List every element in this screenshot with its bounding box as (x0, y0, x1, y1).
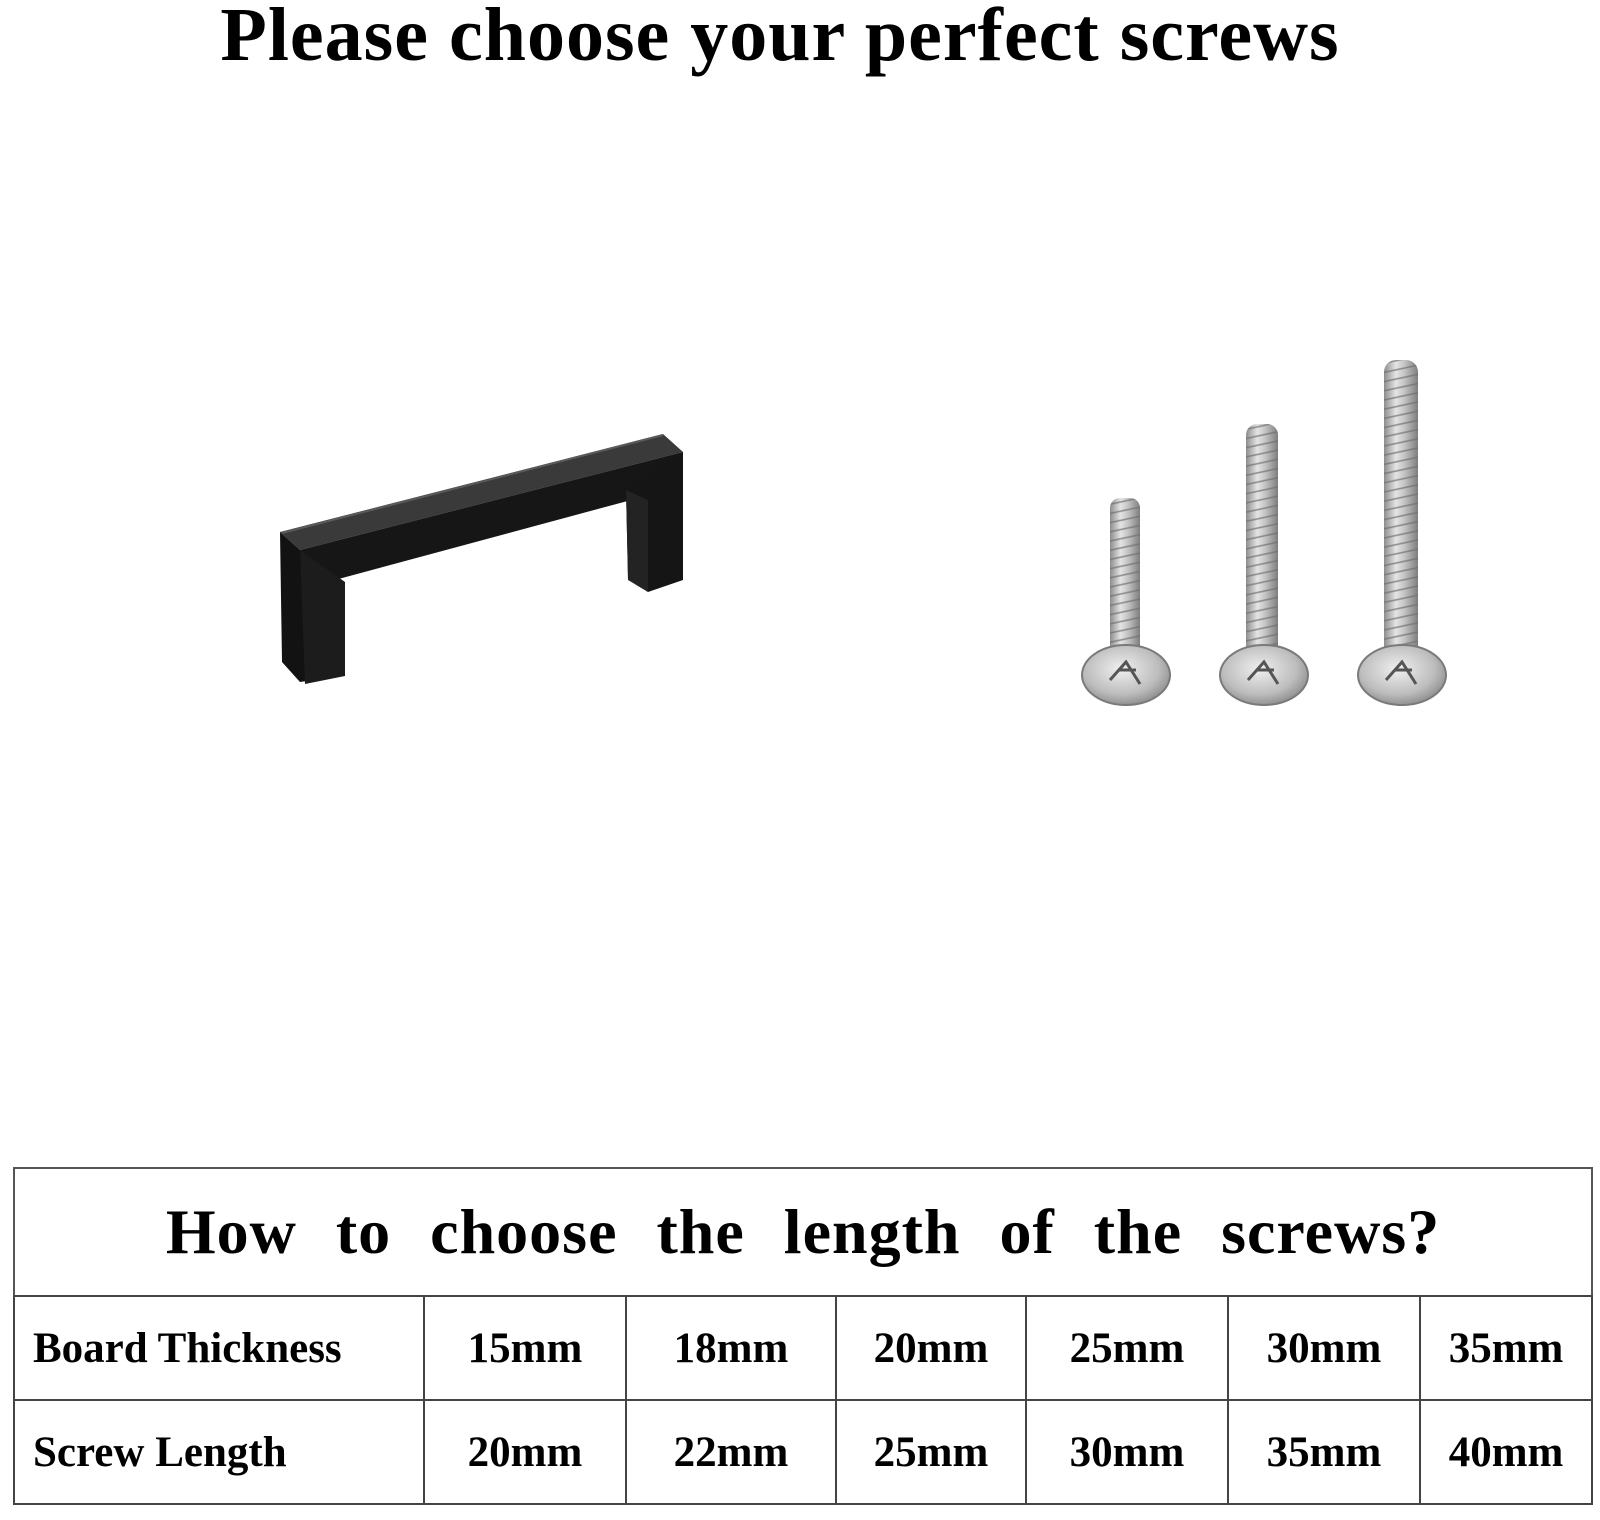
table-cell: 30mm (1026, 1400, 1228, 1504)
screw-long (1358, 360, 1446, 705)
table-cell: 35mm (1228, 1400, 1420, 1504)
table-cell: 35mm (1420, 1296, 1592, 1400)
table-title: How to choose the length of the screws? (14, 1168, 1592, 1296)
row-label: Screw Length (14, 1400, 424, 1504)
table-cell: 20mm (836, 1296, 1026, 1400)
screws-image (1082, 360, 1446, 705)
table-cell: 20mm (424, 1400, 626, 1504)
table-row-screw-length (14, 1400, 1592, 1504)
table-cell: 22mm (626, 1400, 836, 1504)
table-cell: 18mm (626, 1296, 836, 1400)
screw-medium (1220, 424, 1308, 705)
table-row-board-thickness (14, 1296, 1592, 1400)
table-cell: 40mm (1420, 1400, 1592, 1504)
cabinet-handle-image (280, 434, 683, 684)
table-cell: 25mm (836, 1400, 1026, 1504)
table-cell: 25mm (1026, 1296, 1228, 1400)
table-cell: 15mm (424, 1296, 626, 1400)
page-title: Please choose your perfect screws (220, 0, 1340, 77)
screw-length-table (13, 1167, 1593, 1505)
table-cell: 30mm (1228, 1296, 1420, 1400)
row-label: Board Thickness (14, 1296, 424, 1400)
screw-short (1082, 498, 1170, 705)
